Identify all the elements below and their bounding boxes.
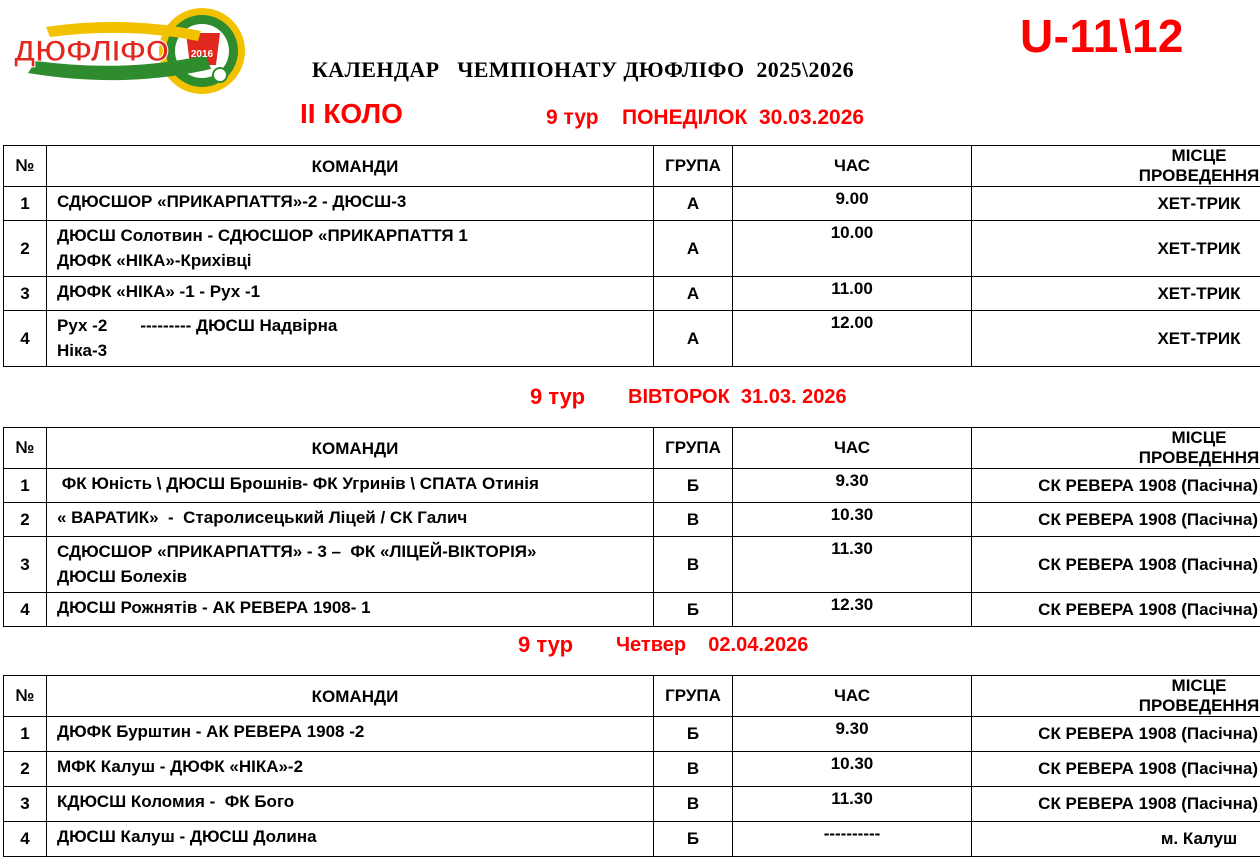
match-num: 3 [4,787,47,822]
header-time: ЧАС [733,676,972,717]
age-category: U-11\12 [1020,9,1184,63]
team-line: ДЮФК «НІКА»-Крихівці [57,248,653,273]
team-line: СДЮСШОР «ПРИКАРПАТТЯ»-2 - ДЮСШ-3 [57,189,653,214]
match-place: ХЕТ-ТРИК [972,187,1260,221]
match-teams [47,752,654,787]
match-place: СК РЕВЕРА 1908 (Пасічна) [972,593,1260,627]
team-line: ДЮФК «НІКА» -1 - Рух -1 [57,279,653,304]
match-teams [47,822,654,857]
header-num: № [4,146,47,187]
title-main: КАЛЕНДАР ЧЕМПІОНАТУ ДЮФЛІФО 2025\2026 [312,57,854,82]
day-2-date: ВІВТОРОК 31.03. 2026 [628,386,847,409]
match-time: 10.30 [733,503,972,537]
day-1-tour: 9 тур [546,106,599,130]
header-place: МІСЦЕ ПРОВЕДЕННЯ [972,146,1260,187]
logo-year: 2016 [191,49,214,60]
header-group: ГРУПА [654,146,733,187]
day-3-date: Четвер 02.04.2026 [616,634,808,657]
header-teams: КОМАНДИ [47,428,654,469]
match-time: 9.30 [733,469,972,503]
day-1-date: ПОНЕДІЛОК 30.03.2026 [622,106,864,130]
match-group: А [654,221,733,277]
table-row [4,787,1260,822]
match-place: ХЕТ-ТРИК [972,311,1260,367]
team-line: ФК Юність \ ДЮСШ Брошнів- ФК Угринів \ СПАТА Отинія [57,471,653,496]
match-num: 1 [4,717,47,752]
match-group: Б [654,822,733,857]
team-line: « ВАРАТИК» - Старолисецький Ліцей / СК Галич [57,505,653,530]
match-teams [47,469,654,503]
round-label: ІІ КОЛО [300,98,403,130]
match-place: СК РЕВЕРА 1908 (Пасічна) [972,787,1260,822]
table-row [4,469,1260,503]
team-line: Ніка-3 [57,338,653,363]
team-line: ДЮСШ Солотвин - СДЮСШОР «ПРИКАРПАТТЯ 1 [57,223,653,248]
match-group: Б [654,469,733,503]
match-num: 3 [4,537,47,593]
match-teams [47,593,654,627]
team-line: СДЮСШОР «ПРИКАРПАТТЯ» - 3 – ФК «ЛІЦЕЙ-ВІКТОРІЯ» [57,539,653,564]
header-place: МІСЦЕ ПРОВЕДЕННЯ [972,676,1260,717]
match-num: 2 [4,221,47,277]
header-teams: КОМАНДИ [47,146,654,187]
day-2-tour: 9 тур [530,384,585,410]
match-place: м. Калуш [972,822,1260,857]
match-teams [47,503,654,537]
league-logo [6,3,246,95]
match-group: А [654,277,733,311]
match-num: 2 [4,503,47,537]
header-time: ЧАС [733,428,972,469]
table-row [4,752,1260,787]
match-num: 1 [4,469,47,503]
team-line: ДЮСШ Калуш - ДЮСШ Долина [57,824,653,849]
schedule-table-1 [3,145,1260,367]
schedule-table-2 [3,427,1260,627]
team-line: ДЮСШ Болехів [57,564,653,589]
table-row [4,311,1260,367]
header-time: ЧАС [733,146,972,187]
table-row [4,593,1260,627]
header-group: ГРУПА [654,428,733,469]
match-num: 4 [4,311,47,367]
match-time: 12.00 [733,311,972,367]
match-place: ХЕТ-ТРИК [972,221,1260,277]
logo-text: ДЮФЛІФО [14,35,169,68]
match-num: 4 [4,822,47,857]
match-place: СК РЕВЕРА 1908 (Пасічна) [972,503,1260,537]
match-num: 3 [4,277,47,311]
table-row [4,822,1260,857]
table-header-row [4,676,1260,717]
match-teams [47,277,654,311]
table-header-row [4,146,1260,187]
match-place: СК РЕВЕРА 1908 (Пасічна) [972,537,1260,593]
match-time: 11.00 [733,277,972,311]
match-place: СК РЕВЕРА 1908 (Пасічна) [972,469,1260,503]
table-row [4,503,1260,537]
match-teams [47,221,654,277]
match-teams [47,537,654,593]
match-num: 1 [4,187,47,221]
match-time: 10.30 [733,752,972,787]
table-header-row [4,428,1260,469]
team-line: ДЮСШ Рожнятів - АК РЕВЕРА 1908- 1 [57,595,653,620]
table-row [4,221,1260,277]
match-time: 9.00 [733,187,972,221]
team-line: МФК Калуш - ДЮФК «НІКА»-2 [57,754,653,779]
match-time: 12.30 [733,593,972,627]
match-num: 2 [4,752,47,787]
match-group: В [654,503,733,537]
team-line: КДЮСШ Коломия - ФК Бого [57,789,653,814]
team-line: Рух -2 --------- ДЮСШ Надвірна [57,313,653,338]
header-num: № [4,428,47,469]
match-group: Б [654,593,733,627]
table-row [4,187,1260,221]
match-group: А [654,187,733,221]
table-row [4,277,1260,311]
match-place: СК РЕВЕРА 1908 (Пасічна) [972,717,1260,752]
schedule-table-3 [3,675,1260,857]
match-time: 10.00 [733,221,972,277]
header-place: МІСЦЕ ПРОВЕДЕННЯ [972,428,1260,469]
team-line: ДЮФК Бурштин - АК РЕВЕРА 1908 -2 [57,719,653,744]
table-row [4,537,1260,593]
match-time: ---------- [733,822,972,857]
match-teams [47,311,654,367]
match-teams [47,717,654,752]
header-teams: КОМАНДИ [47,676,654,717]
match-place: СК РЕВЕРА 1908 (Пасічна) [972,752,1260,787]
day-3-tour: 9 тур [518,632,573,658]
table-row [4,717,1260,752]
match-place: ХЕТ-ТРИК [972,277,1260,311]
match-group: Б [654,717,733,752]
header-group: ГРУПА [654,676,733,717]
match-teams [47,787,654,822]
match-group: В [654,787,733,822]
header-num: № [4,676,47,717]
match-time: 11.30 [733,537,972,593]
match-time: 9.30 [733,717,972,752]
match-group: В [654,537,733,593]
match-group: А [654,311,733,367]
match-group: В [654,752,733,787]
match-teams [47,187,654,221]
match-time: 11.30 [733,787,972,822]
match-num: 4 [4,593,47,627]
